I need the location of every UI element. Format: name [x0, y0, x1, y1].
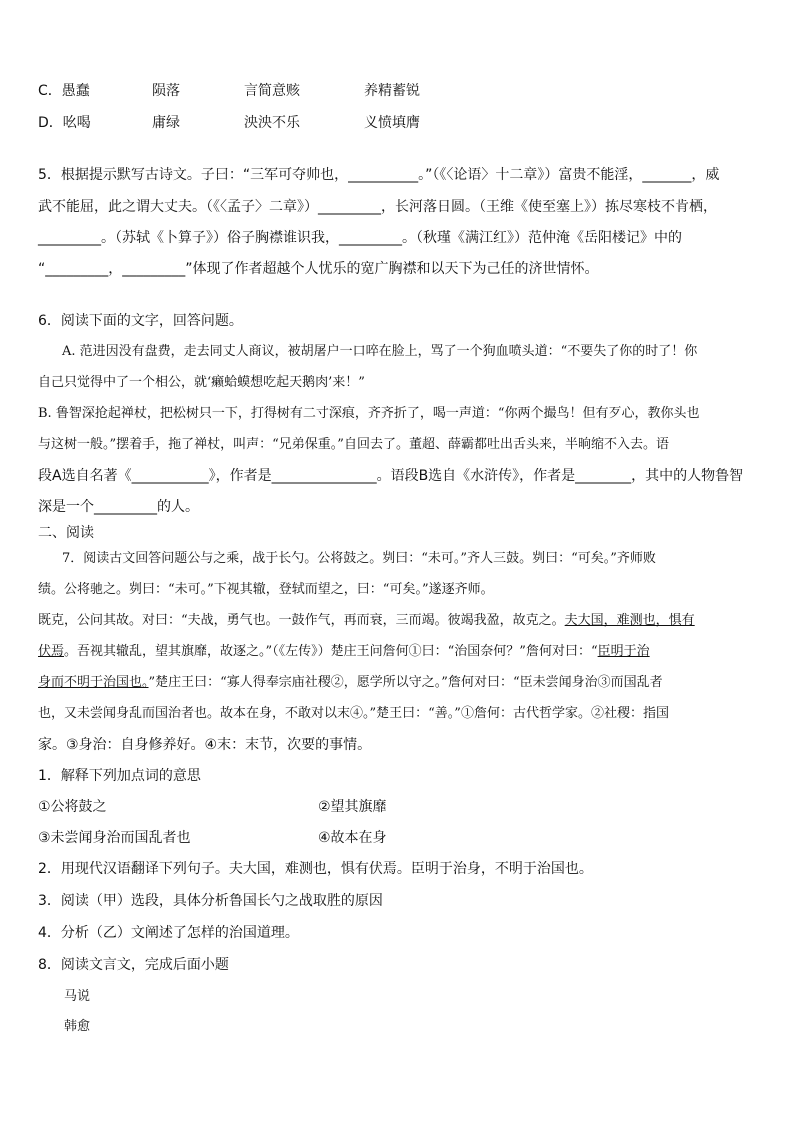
q7-sub-1-item-b: ②望其旗靡: [318, 799, 387, 815]
q7-line-3: [38, 611, 695, 631]
q7-sub-1-item-d: ④故本在身: [318, 830, 387, 846]
q7-line-5: [38, 673, 663, 693]
q7-sub-1-item-c: ③未尝闻身治而国乱者也: [38, 830, 191, 846]
poem-author: 韩愈: [64, 1019, 91, 1034]
q7-underlined-sentence-2a: 臣明于治: [597, 644, 650, 659]
q7-line-2: 绩。公将驰之。刿曰：“未可。”下视其辙，登轼而望之，曰：“可矣。”遂逐齐师。: [38, 582, 494, 597]
q6-passage-a-line-2: 自己只觉得中了一个相公，就‘癞蛤蟆想吃起天鹅肉’来！”: [38, 375, 365, 390]
q7-line-4-text: 。吾视其辙乱，望其旗靡，故逐之。”（《左传》）楚庄王问詹何①曰：“治国奈何？”詹何对曰：“: [64, 644, 598, 659]
q7-sub-2: 2．用现代汉语翻译下列句子。夫大国，难测也，惧有伏焉。臣明于治身，不明于治国也。: [38, 861, 593, 877]
q7-underlined-sentence-1a: 夫大国，难测也，惧有: [564, 613, 695, 628]
q7-sub-1-item-a: ①公将鼓之: [38, 799, 107, 815]
q5-line-4: “_________，_________”体现了作者超越个人忧乐的宽广胸襟和以天下为己任的济世情怀。: [38, 261, 599, 277]
option-c-label: C．愚蠢: [38, 83, 90, 99]
option-d-word-1: 庸绿: [152, 115, 180, 131]
option-d-word-2: 泱泱不乐: [244, 115, 300, 131]
q7-line-1: 7．阅读古文回答问题公与之乘，战于长勺。公将鼓之。刿曰：“未可。”齐人三鼓。刿曰：“可矣。”齐师败: [62, 551, 656, 566]
option-c-word-2: 言简意赅: [244, 83, 300, 99]
q7-sub-1: 1．解释下列加点词的意思: [38, 768, 201, 784]
option-d-label: D．吆喝: [38, 115, 91, 131]
q5-line-3: _________。（苏轼《卜算子》）俗子胸襟谁识我，_________。（秋瑾《满江红》）范仲淹《岳阳楼记》中的: [38, 230, 682, 246]
q6-passage-a-line-1: A. 范进因没有盘费，走去同丈人商议，被胡屠户一口啐在脸上，骂了一个狗血喷头道：“不要失了你的时了！你: [62, 344, 698, 359]
q6-question-line-2: 深是一个_________的人。: [38, 499, 199, 515]
q6-title: 6．阅读下面的文字，回答问题。: [38, 313, 243, 329]
option-d-word-3: 义愤填膺: [364, 115, 420, 131]
q8-title: 8．阅读文言文，完成后面小题: [38, 957, 229, 973]
poem-title: 马说: [64, 989, 91, 1004]
q7-line-4: [38, 642, 650, 662]
q7-line-3-text: 既克，公问其故。对曰：“夫战，勇气也。一鼓作气，再而衰，三而竭。彼竭我盈，故克之。: [38, 613, 565, 628]
q6-passage-b-line-2: 与这树一般。”摆着手，拖了禅杖，叫声：“兄弟保重。”自回去了。董超、薛霸都吐出舌头来，半晌缩不入去。语: [38, 437, 669, 452]
section-heading: 二、阅读: [38, 525, 94, 541]
q6-passage-b-line-1: B. 鲁智深抢起禅杖，把松树只一下，打得树有二寸深痕，齐齐折了，喝一声道：“你两个撮鸟！但有歹心，教你头也: [38, 406, 700, 421]
q7-sub-4: 4．分析（乙）文阐述了怎样的治国道理。: [38, 925, 299, 941]
option-c-word-1: 陨落: [152, 83, 180, 99]
q7-line-5-text: ”楚庄王曰：“寡人得奉宗庙社稷②，愿学所以守之。”詹何对曰：“臣未尝闻身治③而国乱者: [148, 675, 663, 690]
option-c-word-3: 养精蓄锐: [364, 83, 420, 99]
q7-sub-3: 3．阅读（甲）选段，具体分析鲁国长勺之战取胜的原因: [38, 893, 383, 909]
q7-underlined-sentence-1b: 伏焉: [38, 644, 65, 659]
q5-line-1: 5．根据提示默写古诗文。子曰：“三军可夺帅也，__________。”（《〈论语〉十二章》）富贵不能淫，_______，威: [38, 167, 720, 183]
q7-line-6: 也，又未尝闻身乱而国治者也。故本在身，不敢对以末④。”楚王曰：“善。”①詹何：古代哲学家。②社稷：指国: [38, 706, 669, 721]
q5-line-2: 武不能屈，此之谓大丈夫。（《〈孟子〉二章》）_________，长河落日圆。（王维《使至塞上》）拣尽寒枝不肯栖，: [38, 199, 717, 215]
q7-line-7: 家。③身治：自身修养好。④末：末节，次要的事情。: [38, 737, 372, 753]
q7-underlined-sentence-2b: 身而不明于治国也。: [38, 675, 149, 690]
q6-question-line-1: 段A选自名著《___________》，作者是_______________。语段B选自《水浒传》，作者是________，其中的人物鲁智: [38, 468, 744, 484]
